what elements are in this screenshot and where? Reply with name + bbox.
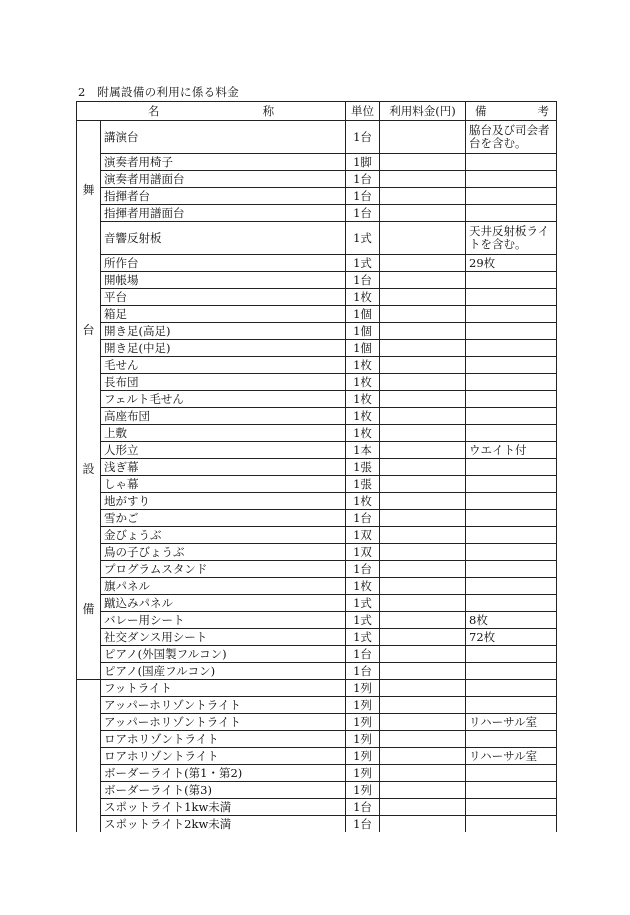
item-fee	[380, 459, 466, 476]
item-note: リハーサル室	[466, 748, 557, 765]
item-name: 指揮者台	[101, 188, 346, 205]
table-row	[77, 255, 557, 272]
item-note: 8枚	[466, 612, 557, 629]
table-row	[77, 459, 557, 476]
item-fee	[380, 510, 466, 527]
item-note	[466, 799, 557, 816]
table-row	[77, 442, 557, 459]
item-unit: 1枚	[346, 408, 380, 425]
item-note	[466, 782, 557, 799]
item-note	[466, 171, 557, 188]
item-note	[466, 731, 557, 748]
item-name: 社交ダンス用シート	[101, 629, 346, 646]
item-fee	[380, 408, 466, 425]
item-note: 天井反射板ライトを含む。	[466, 222, 557, 255]
item-note: ウエイト付	[466, 442, 557, 459]
item-fee	[380, 493, 466, 510]
item-note	[466, 205, 557, 222]
table-row	[77, 323, 557, 340]
item-unit: 1台	[346, 646, 380, 663]
item-unit: 1式	[346, 612, 380, 629]
table-row	[77, 612, 557, 629]
item-note	[466, 408, 557, 425]
item-unit: 1双	[346, 544, 380, 561]
table-row	[77, 306, 557, 323]
item-unit: 1台	[346, 272, 380, 289]
item-fee	[380, 646, 466, 663]
item-fee	[380, 306, 466, 323]
item-note	[466, 272, 557, 289]
item-name: ピアノ(国産フルコン)	[101, 663, 346, 680]
item-note	[466, 476, 557, 493]
item-name: 高座布団	[101, 408, 346, 425]
item-name: ボーダーライト(第1・第2)	[101, 765, 346, 782]
category-lighting-equipment	[77, 680, 101, 833]
item-fee	[380, 527, 466, 544]
table-row	[77, 408, 557, 425]
item-unit: 1台	[346, 799, 380, 816]
table-row	[77, 748, 557, 765]
item-name: 長布団	[101, 374, 346, 391]
item-fee	[380, 121, 466, 154]
table-row	[77, 561, 557, 578]
lighting-equipment-body	[77, 680, 557, 833]
item-unit: 1枚	[346, 289, 380, 306]
item-unit: 1台	[346, 205, 380, 222]
item-name: 旗パネル	[101, 578, 346, 595]
item-note	[466, 663, 557, 680]
item-unit: 1式	[346, 222, 380, 255]
item-name: 演奏者用椅子	[101, 154, 346, 171]
item-unit: 1台	[346, 188, 380, 205]
item-note	[466, 323, 557, 340]
item-name: 人形立	[101, 442, 346, 459]
item-fee	[380, 799, 466, 816]
item-fee	[380, 578, 466, 595]
item-unit: 1列	[346, 748, 380, 765]
item-note	[466, 391, 557, 408]
item-name: ロアホリゾントライト	[101, 731, 346, 748]
item-fee	[380, 816, 466, 833]
item-unit: 1枚	[346, 374, 380, 391]
item-name: 平台	[101, 289, 346, 306]
item-name: ボーダーライト(第3)	[101, 782, 346, 799]
item-unit: 1枚	[346, 357, 380, 374]
item-fee	[380, 357, 466, 374]
item-name: 開き足(中足)	[101, 340, 346, 357]
header-name	[77, 102, 346, 121]
item-fee	[380, 476, 466, 493]
item-unit: 1列	[346, 782, 380, 799]
item-fee	[380, 255, 466, 272]
table-row	[77, 493, 557, 510]
item-note	[466, 425, 557, 442]
item-name: 蹴込みパネル	[101, 595, 346, 612]
category-char: 設	[82, 462, 95, 477]
item-unit: 1枚	[346, 425, 380, 442]
item-fee	[380, 340, 466, 357]
item-unit: 1台	[346, 121, 380, 154]
item-note	[466, 697, 557, 714]
item-note: 72枚	[466, 629, 557, 646]
item-note	[466, 357, 557, 374]
item-fee	[380, 425, 466, 442]
item-name: 金びょうぶ	[101, 527, 346, 544]
item-fee	[380, 663, 466, 680]
table-row	[77, 476, 557, 493]
table-row	[77, 391, 557, 408]
table-row	[77, 289, 557, 306]
table-row	[77, 714, 557, 731]
category-label	[77, 121, 100, 679]
item-unit: 1台	[346, 171, 380, 188]
table-row	[77, 510, 557, 527]
item-name: 音響反射板	[101, 222, 346, 255]
item-note	[466, 459, 557, 476]
item-fee	[380, 289, 466, 306]
header-name-b: 称	[262, 103, 275, 118]
table-row	[77, 527, 557, 544]
item-unit: 1枚	[346, 578, 380, 595]
category-char: 舞	[82, 183, 95, 198]
item-note	[466, 154, 557, 171]
section-heading: 2 附属設備の利用に係る料金	[78, 85, 240, 99]
table-row	[77, 595, 557, 612]
table-row	[77, 782, 557, 799]
header-note	[466, 102, 557, 121]
item-fee	[380, 748, 466, 765]
item-fee	[380, 391, 466, 408]
item-unit: 1張	[346, 476, 380, 493]
header-fee: 利用料金(円)	[380, 102, 466, 121]
fee-table	[76, 101, 557, 832]
item-note	[466, 578, 557, 595]
item-unit: 1列	[346, 714, 380, 731]
item-unit: 1列	[346, 765, 380, 782]
item-fee	[380, 561, 466, 578]
table-row	[77, 816, 557, 833]
item-fee	[380, 629, 466, 646]
item-unit: 1列	[346, 731, 380, 748]
item-name: 雪かご	[101, 510, 346, 527]
item-note	[466, 289, 557, 306]
item-name: 講演台	[101, 121, 346, 154]
item-note	[466, 374, 557, 391]
item-unit: 1式	[346, 255, 380, 272]
item-name: 浅ぎ幕	[101, 459, 346, 476]
item-fee	[380, 680, 466, 697]
table-row	[77, 154, 557, 171]
item-unit: 1列	[346, 680, 380, 697]
item-fee	[380, 612, 466, 629]
item-name: アッパーホリゾントライト	[101, 697, 346, 714]
item-fee	[380, 272, 466, 289]
item-fee	[380, 222, 466, 255]
item-name: しゃ幕	[101, 476, 346, 493]
item-unit: 1台	[346, 510, 380, 527]
item-fee	[380, 205, 466, 222]
item-unit: 1本	[346, 442, 380, 459]
item-note	[466, 816, 557, 833]
item-unit: 1式	[346, 595, 380, 612]
table-row	[77, 697, 557, 714]
category-char: 台	[82, 322, 95, 337]
item-name: ピアノ(外国製フルコン)	[101, 646, 346, 663]
table-header-row	[77, 102, 557, 121]
item-unit: 1列	[346, 697, 380, 714]
item-fee	[380, 544, 466, 561]
stage-equipment-body	[77, 121, 557, 680]
header-unit: 単位	[346, 102, 380, 121]
item-name: フットライト	[101, 680, 346, 697]
item-fee	[380, 697, 466, 714]
table-row	[77, 205, 557, 222]
item-unit: 1個	[346, 306, 380, 323]
table-row	[77, 357, 557, 374]
item-name: 演奏者用譜面台	[101, 171, 346, 188]
item-name: 上敷	[101, 425, 346, 442]
category-char: 備	[82, 601, 95, 616]
item-name: 鳥の子びょうぶ	[101, 544, 346, 561]
item-fee	[380, 188, 466, 205]
table-row	[77, 629, 557, 646]
item-name: プログラムスタンド	[101, 561, 346, 578]
item-fee	[380, 154, 466, 171]
table-row	[77, 425, 557, 442]
item-unit: 1台	[346, 561, 380, 578]
item-fee	[380, 765, 466, 782]
table-row	[77, 799, 557, 816]
item-fee	[380, 595, 466, 612]
item-note	[466, 340, 557, 357]
table-row	[77, 544, 557, 561]
item-fee	[380, 171, 466, 188]
item-note: リハーサル室	[466, 714, 557, 731]
item-unit: 1脚	[346, 154, 380, 171]
item-note	[466, 544, 557, 561]
table-row	[77, 765, 557, 782]
table-row	[77, 374, 557, 391]
header-note-b: 考	[537, 103, 549, 118]
item-unit: 1個	[346, 340, 380, 357]
header-note-a: 備	[475, 103, 487, 118]
item-fee	[380, 374, 466, 391]
table-row	[77, 578, 557, 595]
table-row	[77, 272, 557, 289]
table-row	[77, 188, 557, 205]
table-row	[77, 663, 557, 680]
item-name: スポットライト2kw未満	[101, 816, 346, 833]
item-name: スポットライト1kw未満	[101, 799, 346, 816]
item-name: 地がすり	[101, 493, 346, 510]
item-name: 所作台	[101, 255, 346, 272]
item-note	[466, 595, 557, 612]
table-row	[77, 121, 557, 154]
table-row	[77, 680, 557, 697]
item-note	[466, 510, 557, 527]
item-name: 指揮者用譜面台	[101, 205, 346, 222]
table-row	[77, 222, 557, 255]
item-note	[466, 527, 557, 544]
item-unit: 1枚	[346, 391, 380, 408]
item-name: 箱足	[101, 306, 346, 323]
item-name: フェルト毛せん	[101, 391, 346, 408]
item-fee	[380, 714, 466, 731]
item-fee	[380, 323, 466, 340]
item-unit: 1双	[346, 527, 380, 544]
item-name: バレー用シート	[101, 612, 346, 629]
item-name: 開帳場	[101, 272, 346, 289]
item-note: 脇台及び司会者台を含む。	[466, 121, 557, 154]
item-name: 毛せん	[101, 357, 346, 374]
item-name: ロアホリゾントライト	[101, 748, 346, 765]
item-note: 29枚	[466, 255, 557, 272]
item-unit: 1式	[346, 629, 380, 646]
item-unit: 1張	[346, 459, 380, 476]
item-fee	[380, 442, 466, 459]
item-name: アッパーホリゾントライト	[101, 714, 346, 731]
item-note	[466, 306, 557, 323]
item-name: 開き足(高足)	[101, 323, 346, 340]
item-note	[466, 680, 557, 697]
table-row	[77, 340, 557, 357]
item-unit: 1台	[346, 816, 380, 833]
item-unit: 1個	[346, 323, 380, 340]
item-unit: 1枚	[346, 493, 380, 510]
header-name-a: 名	[147, 103, 160, 118]
table-row	[77, 731, 557, 748]
table-row	[77, 646, 557, 663]
table-row	[77, 171, 557, 188]
item-note	[466, 493, 557, 510]
item-note	[466, 188, 557, 205]
item-fee	[380, 731, 466, 748]
item-note	[466, 646, 557, 663]
item-note	[466, 765, 557, 782]
item-fee	[380, 782, 466, 799]
item-note	[466, 561, 557, 578]
item-unit: 1台	[346, 663, 380, 680]
category-stage-equipment	[77, 121, 101, 680]
